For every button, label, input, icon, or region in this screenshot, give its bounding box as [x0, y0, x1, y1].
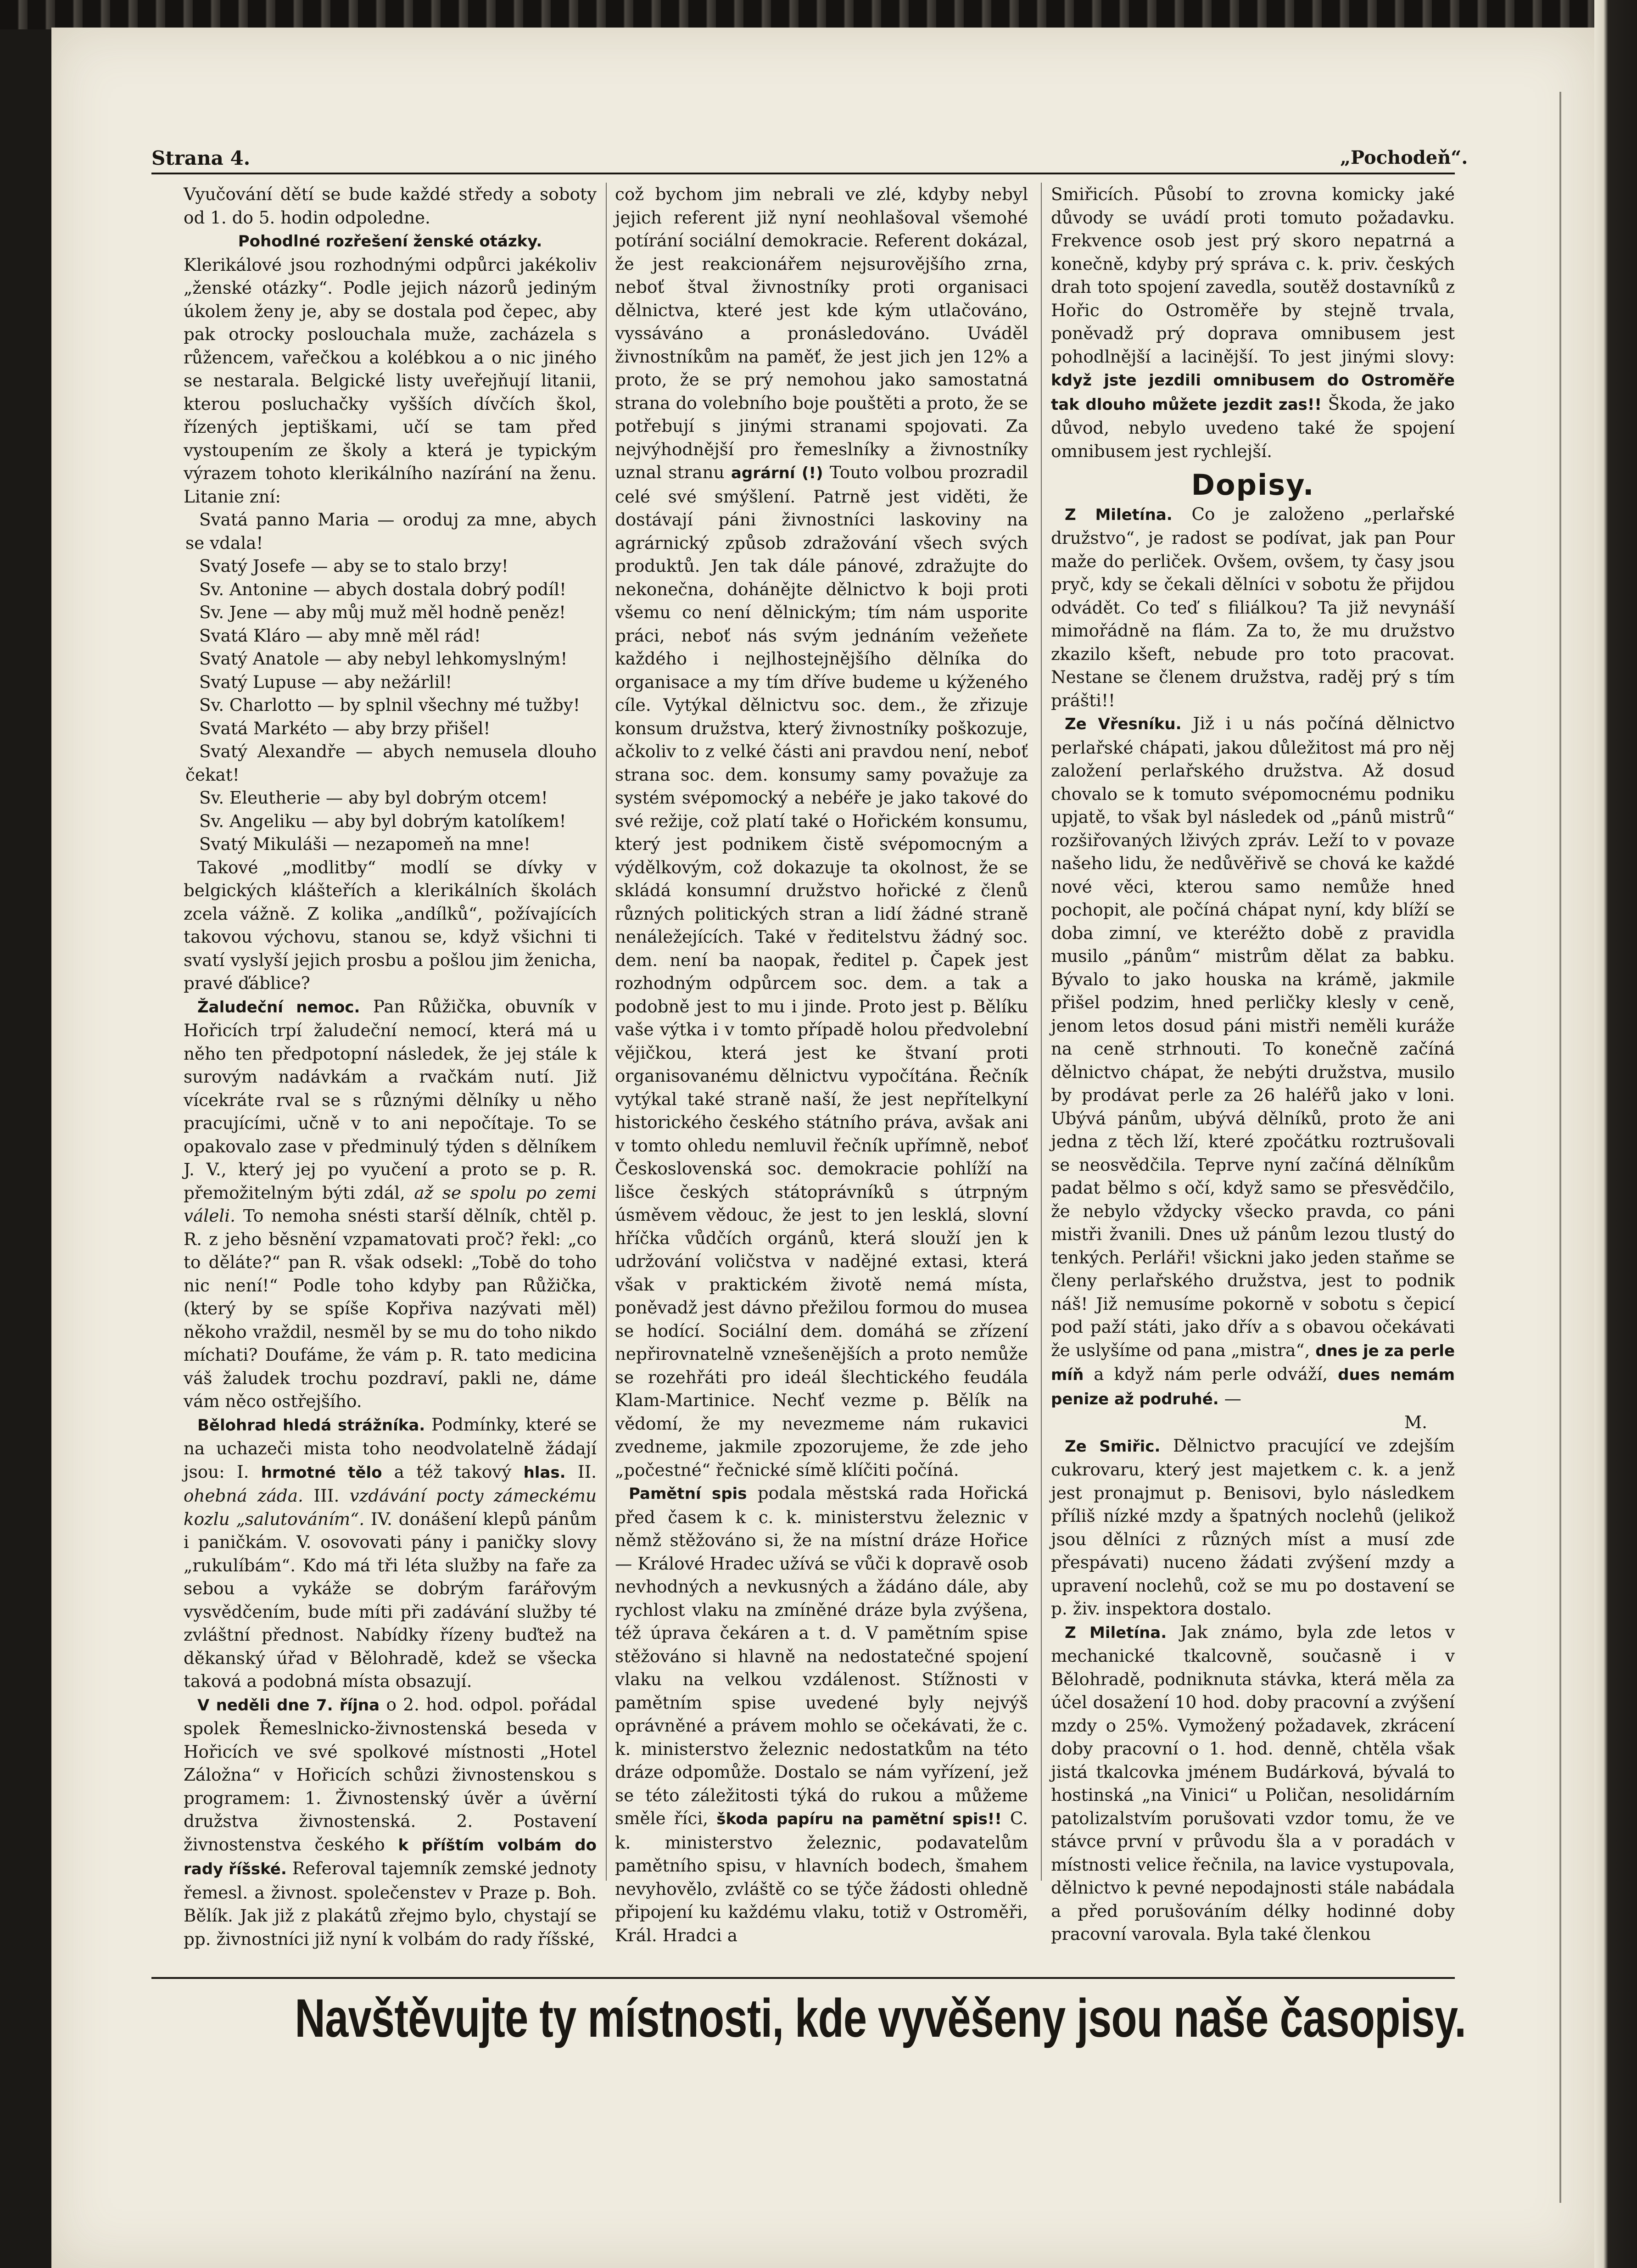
article-heading: Pohodlné rozřešení ženské otázky. — [238, 232, 542, 251]
column-divider — [606, 183, 607, 1881]
litany-line: Svatá Kláro — aby mně měl rád! — [199, 625, 481, 646]
litany-line: Sv. Antonine — abych dostala dobrý podíl! — [199, 579, 567, 599]
article-paragraph: Pamětní spis podala městská rada Hořická před časem k c. k. ministerstvu železnic v němž stěžováno si, že na místní dráze Hořice — Králové Hradec užívá se vůči k dopravě osob nevhodných a nevkusných a žádáno dále, aby rychlost vlaku na zmíněné dráze byla zvýšena, též úprava čekáren a t. d. V pamětním spise stěžováno si hlavně na nedostatečné spojení vlaku na velkou vzdálenost. Stížnosti v pamětním spise uvedené byly nejvýš oprávněné a právem mohlo se očekávati, že c. k. ministerstvo železnic nedostatkům na této dráze odpomůže. Dostalo se nám vyřízení, jež se této záležitosti týká do rukou a můžeme směle říci, škoda papíru na pamětní spis!! C. k. ministerstvo železnic, podavatelům pamětního spisu, v hlavních bodech, šmahem nevyhovělo, zvláště co se týče žádosti ohledně připojení ku každému vlaku, totiž v Ostroměři, Král. Hradci a — [615, 1483, 1028, 1945]
author-signature: M. — [1404, 1412, 1427, 1432]
article-paragraph: Žaludeční nemoc. Pan Růžička, obuvník v Hořicích trpí žaludeční nemocí, která má u něho ten předpotopní následek, že jej stále k surovým nadávkám a rvačkám nutí. Již vícekráte rval se s různými dělníky u něho pracujícími, učně v to ani nepočítaje. To se opakovalo zase v předminulý týden s dělníkem J. V., který jej po vyučení a proto se p. R. přemožitelným býti zdál, až se spolu po zemi váleli. To nemoha snésti starší dělník, chtěl p. R. z jeho běsnění vzpamatovati proč? řekl: „co to děláte?“ pan R. však odsekl: „Tobě do toho nic není!“ Podle toho kdyby pan Růžička, (který by se spíše Kopřiva nazývati měl) někoho vraždil, nesměl by se mu do toho nikdo míchati? Doufáme, že vám p. R. tato medicina váš žaludek trochu pozdraví, pakli ne, dáme vám něco ostřejšího. — [184, 996, 597, 1411]
litany-line: Svatý Mikuláši — nezapomeň na mne! — [199, 834, 531, 854]
article-heading: Ze Vřesníku. — [1065, 715, 1182, 733]
page-number: Strana 4. — [151, 147, 251, 169]
litany-line: Svatý Josefe — aby se to stalo brzy! — [199, 556, 508, 576]
page-fold-line — [1559, 92, 1561, 2203]
article-paragraph: Ze Smiřic. Dělnictvo pracující ve zdejším cukrovaru, který jest majetkem c. k. a jenž jest pronajmut p. Benisovi, bylo následkem příliš nízké mzdy a špatných noclehů (jelikož jsou dělníci z různých míst a musí zde přespávati) nuceno žádati zvýšení mzdy a upravení noclehů, což se mu po dostavení se p. živ. inspektora dostalo. — [1051, 1435, 1455, 1619]
article-paragraph: Bělohrad hledá strážníka. Podmínky, které se na uchazeči mista toho neodvolatelně žádají jsou: I. hrmotné tělo a též takový hlas. II. ohebná záda. III. vzdávání pocty zámeckému kozlu „salutováním“. IV. donášení klepů pánům i paničkám. V. osovovati pány i paničky slovy „rukulíbám“. Kdo má tři léta služby na faře za sebou a vykáže se dobrým farářovým vysvědčením, bude míti při zadávání služby té zvláštní přednost. Nabídky řízeny buďtež na děkanský úřad v Bělohradě, kdež se všecka taková a podobná místa obsazují. — [184, 1414, 597, 1691]
litany-line: Svatý Alexandře — abych nemusela dlouho čekat! — [185, 741, 597, 785]
article-paragraph: Vyučování dětí se bude každé středy a soboty od 1. do 5. hodin odpoledne. — [184, 184, 597, 228]
litany-line: Svatá panno Maria — oroduj za mne, abych se vdala! — [185, 509, 597, 553]
article-paragraph: Smiřicích. Působí to zrovna komicky jaké důvody se uvádí proti tomuto požadavku. Frekvence osob jest prý skoro nepatrná a konečně, kdyby prý správa c. k. priv. českých drah toto spojení zavedla, soutěž dostavníků z Hořic do Ostroměře by stejně trvala, poněvadž prý doprava omnibusem jest pohodlnější a lacinější. To jest jinými slovy: když jste jezdili omnibusem do Ostroměře tak dlouho můžete jezdit zas!! Škoda, že jako důvod, nebylo uvedeno také že spojení omnibusem jest rychlejší. — [1051, 184, 1455, 461]
article-heading: Bělohrad hledá strážníka. — [197, 1416, 425, 1435]
scan-right-edge — [1594, 0, 1637, 2268]
article-heading: V neděli dne 7. října — [197, 1696, 380, 1715]
article-paragraph: Takové „modlitby“ modlí se dívky v belgických klášteřích a klerikálních školách zcela vážně. Z kolika „andílků“, požívajících takovou výchovu, stanou se, když všichni ti svatí vyslyší jejich prosbu a pošlou jim ženicha, pravé ďáblice? — [184, 857, 597, 993]
section-heading-dopisy: Dopisy. — [1191, 468, 1315, 502]
article-paragraph: V neděli dne 7. října o 2. hod. odpol. pořádal spolek Řemeslnicko-živnostenská beseda v Hořicích ve své spolkové místnosti „Hotel Záložna“ v Hořicích schůzi živnostenskou s programem: 1. Živnostenský úvěr a úvěrní družstva živnostenská. 2. Postavení živnostenstva českého k příštím volbám do rady říšské. Referoval tajemník zemské jednoty řemesl. a živnost. společenstev v Praze p. Boh. Bělík. Jak již z plakátů zřejmo bylo, chystají se pp. živnostníci již nyní k volbám do rady říšské, — [184, 1694, 597, 1949]
article-paragraph: Klerikálové jsou rozhodnými odpůrci jakékoliv „ženské otázky“. Podle jejich názorů jediným úkolem ženy je, aby se dostala pod čepec, aby pak otrocky poslouchala muže, zacházela s růžencem, vařečkou a kolébkou a o nic jiného se nestarala. Belgické listy uveřejňují litanii, kterou posluchačky vyšších dívčích škol, řízených jeptiškami, učí se tam před vystoupením ze školy a která je typickým výrazem tohoto klerikálního nazírání na ženu. Litanie zní: — [184, 254, 597, 507]
footer-rule — [151, 1977, 1455, 1979]
litany-line: Svatá Markéto — aby brzy přišel! — [199, 718, 491, 738]
column-3 — [1051, 183, 1455, 1944]
article-paragraph: Ze Vřesníku. Již i u nás počíná dělnictvo perlařské chápati, jakou důležitost má pro něj založení perlařského družstva. Až dosud chovalo se k tomuto svépomocnému podniku upjatě, to však byl následek od „pánů mistrů“ rozšiřovaných lživých zpráv. Leží to v povaze našeho lidu, že nedůvěřivě se chová ke každé nové věci, kterou samo nemůže hned pochopit, ale počíná chápat nyní, kdy blíží se doba zimní, ve kteréžto době z pravidla musilo „pánům“ mistrům dělat za babku. Bývalo to jako houska na krámě, jakmile přišel podzim, hned perličky klesly v ceně, jenom letos dosud páni mistři neměli kuráže na ceně strhnouti. To konečně začíná dělnictvo chápat, že nebýti družstva, musilo by prodávat perle za 26 haléřů jako v loni. Ubývá pánům, ubývá dělníků, proto že ani jedna z těch lží, které zpočátku roztrušovali se neosvědčila. Teprve nyní začíná dělníkům padat bělmo s očí, když samo se přesvědčilo, že nebylo vždycky všecko pravda, co páni mistři žvanili. Dnes už pánům lezou tlustý do tenkých. Perláři! všickni jako jeden staňme se členy perlařského družstva, jest to podnik náš! Již nemusíme pokorně v sobotu s čepicí pod paží státi, jako dřív a s obavou očekávati že uslyšíme od pana „mistra“, dnes je za perle míň a když nám perle odváží, dues nemám penize až podruhé. — — [1051, 713, 1455, 1408]
footer-slogan: Navštěvujte ty místnosti, kde vyvěšeny jsou naše časopisy. — [295, 1988, 1466, 2049]
article-heading: Žaludeční nemoc. — [197, 998, 360, 1017]
litany-line: Sv. Angeliku — aby byl dobrým katolíkem! — [199, 810, 566, 831]
column-2 — [615, 183, 1028, 1945]
article-paragraph: což bychom jim nebrali ve zlé, kdyby nebyl jejich referent již nyní neohlašoval všemohé potírání sociální demokracie. Referent dokázal, že jest reakcionářem nejsurovějšího zrna, neboť štval živnostníky proti organisaci dělnictva, které jest kde kým utlačováno, vyssáváno a pronásledováno. Uváděl živnostníkům na paměť, že jest jich jen 12% a proto, že se prý nemohou jako samostatná strana do volebního boje pouštěti a proto, že se potřebují s jinými stranami spojovati. Za nejvýhodnější pro řemeslníky a živnostníky uznal stranu agrární (!) Touto volbou prozradil celé své smýšlení. Patrně jest viděti, že dostávají páni živnostníci laskoviny na agrárnický způsob zdražování všech svých produktů. Jen tak dále pánové, zdražujte do nekonečna, dohánějte dělnictvo k boji proti všemu co není dělnickým; tím nám usporite práci, neboť nás svým jednáním vežeňete každého i nejlhostejnějšího dělníka do organisace a my tím dříve budeme u kýženého cíle. Vytýkal dělnictvu soc. dem., že zřizuje konsum družstva, který živnostníky poškozuje, ačkoliv to z velké části ani pravdou není, neboť strana soc. dem. konsumy samy považuje za systém svépomocký a nebéře je jako takové do své režije, což platí také o Hořickém konsumu, který jest podnikem čistě svépomocným a výdělkovým, což dokazuje ta okolnost, že se skládá konsumní družstvo hořické z členů různých politických stran a lidí žádné straně nenáležejících. Také v ředitelstvu žádný soc. dem. není ba naopak, ředitel p. Čapek jest rozhodným odpůrcem soc. dem. a tak a podobně jest to mu i jinde. Proto jest p. Bělíku vaše výtka i v tomto případě holou předvolební vějičkou, která jest ke štvaní proti organisovanému dělnictvu vypočítána. Řečník vytýkal také straně naší, že jest nepřítelkyní historického českého státního práva, avšak ani v tomto ohledu nemluvil řečník upřímně, neboť Československá soc. demokracie pohlíží na lišce českých státoprávníků s útrpným úsměvem vědouc, že jest to jen lesklá, slovní hříčka vůdčích orgánů, která slouží jen k udržování voličstva v nadějné extasi, která však v praktickém životě nemá místa, poněvadž jest dávno přežilou formou do musea se hodící. Sociální dem. domáhá se zřízení nepřirovnatelně vznešenějších a proto nemůže se rozehřáti pro ideál šlechtického feudála Klam-Martinice. Nechť vezme p. Bělík na vědomí, že my nevezmeme nám rukavici zvedneme, jakmile zpozorujeme, že zde jeho „počestné“ řečnické símě klíčiti počíná. — [615, 184, 1028, 1480]
header-rule — [151, 173, 1455, 174]
article-paragraph: Z Miletína. Jak známo, byla zde letos v mechanické tkalcovně, současně i v Bělohradě, podniknuta stávka, která měla za účel dosažení 10 hod. doby pracovní a zvýšení mzdy o 25%. Vymožený požadavek, zkrácení doby pracovní o 1. hod. denně, chtěla však jistá tkalcovka jménem Budárková, bývalá to hostinská „na Vinici“ u Poličan, nesolidárním patolizalstvím porušovati vzdor tomu, že ve stávce první v průvodu šla a v poradách v místnosti velice řečnila, na lavice vystupovala, dělnictvo k pevné nepodajnosti stále nabádala a před porušováním délky hodinné doby pracovní varovala. Byla také členkou — [1051, 1621, 1455, 1944]
article-heading: Z Miletína. — [1065, 505, 1173, 524]
article-heading: Pamětní spis — [629, 1485, 747, 1503]
column-divider — [1041, 183, 1042, 1881]
litany-line: Sv. Charlotto — by splnil všechny mé tužby! — [199, 695, 580, 715]
article-heading: Ze Smiřic. — [1065, 1437, 1161, 1456]
article-heading: Z Miletína. — [1065, 1623, 1167, 1642]
column-1 — [184, 183, 597, 1949]
paper-title: „Pochodeň“. — [1340, 147, 1468, 168]
litany-line: Svatý Anatole — aby nebyl lehkomyslným! — [199, 648, 568, 669]
litany-line: Svatý Lupuse — aby nežárlil! — [199, 671, 453, 692]
litany-line: Sv. Eleutherie — aby byl dobrým otcem! — [199, 788, 548, 808]
litany-line: Sv. Jene — aby můj muž měl hodně peněz! — [199, 602, 566, 622]
article-paragraph: Z Miletína. Co je založeno „perlařské družstvo“, je radost se podívat, jak pan Pour maže do perliček. Ovšem, ovšem, ty časy jsou pryč, kdy se čekali dělníci v sobotu že přijdou odvádět. Co teď s filiálkou? Ta již nevynáší mimořádně na flám. Za to, že mu družstvo zkazilo kšeft, nebude pro toto pracovat. Nestane se členem družstva, raděj prý s tím prášti!! — [1051, 503, 1455, 710]
